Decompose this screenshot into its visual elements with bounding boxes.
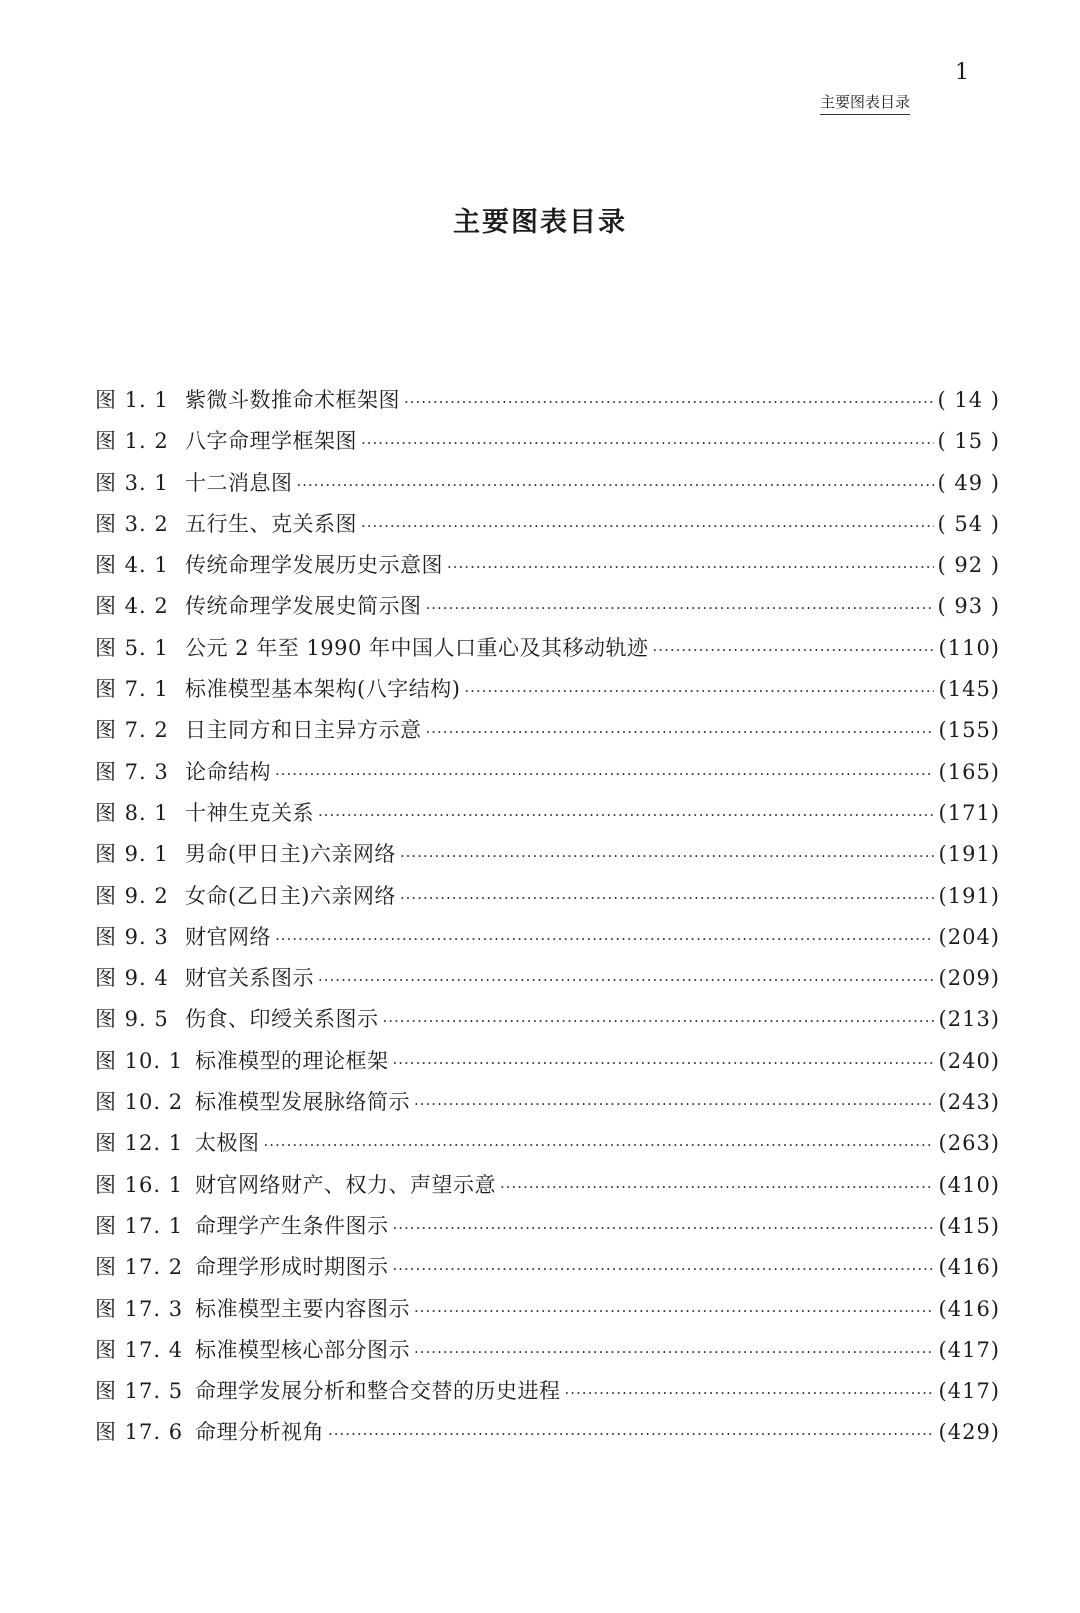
- toc-entry[interactable]: [95, 633, 1000, 674]
- page-reference: (213): [938, 1007, 1000, 1032]
- figure-title: 命理学发展分析和整合交替的历史进程: [195, 1379, 561, 1404]
- page-reference: (145): [938, 677, 1000, 702]
- figure-title: 命理学形成时期图示: [195, 1255, 389, 1280]
- toc-entry[interactable]: [95, 1170, 1000, 1211]
- page-reference: (410): [938, 1172, 1000, 1197]
- figure-title: 公元 2 年至 1990 年中国人口重心及其移动轨迹: [185, 635, 649, 660]
- dot-leader: [404, 387, 934, 417]
- dot-leader: [318, 965, 934, 995]
- page-reference: (110): [938, 635, 1000, 660]
- figure-label: 图 4. 1: [95, 553, 169, 578]
- figure-label: 图 1. 1: [95, 388, 169, 412]
- toc-entry[interactable]: [95, 1087, 1000, 1128]
- dot-leader: [414, 1296, 934, 1326]
- toc-entry[interactable]: [95, 1417, 1000, 1458]
- figure-title: 十二消息图: [185, 470, 293, 495]
- page-number: 1: [955, 60, 969, 85]
- dot-leader: [328, 1419, 934, 1449]
- page-reference: (204): [938, 924, 1000, 949]
- toc-entry[interactable]: [95, 922, 1000, 963]
- dot-leader: [464, 676, 934, 706]
- figure-title: 传统命理学发展历史示意图: [185, 553, 443, 578]
- figure-title: 财官关系图示: [185, 966, 314, 991]
- figure-label: 图 7. 2: [95, 718, 169, 743]
- figure-title: 伤食、印绶关系图示: [185, 1007, 379, 1032]
- figure-label: 图 17. 6: [95, 1420, 184, 1445]
- running-header: 主要图表目录: [820, 92, 910, 115]
- figure-title: 标准模型基本架构(八字结构): [185, 677, 461, 702]
- toc-entry[interactable]: [95, 509, 1000, 550]
- figure-label: 图 7. 1: [95, 677, 169, 702]
- dot-leader: [275, 924, 934, 954]
- toc-entry[interactable]: [95, 798, 1000, 839]
- figure-label: 图 17. 3: [95, 1296, 184, 1321]
- dot-leader: [393, 1254, 935, 1284]
- toc-entry[interactable]: [95, 1252, 1000, 1293]
- toc-entry[interactable]: [95, 426, 1000, 467]
- toc-entry[interactable]: [95, 1335, 1000, 1376]
- dot-leader: [426, 717, 935, 747]
- page-reference: (240): [938, 1048, 1000, 1073]
- figure-title: 标准模型发展脉络简示: [195, 1090, 410, 1115]
- toc-entry[interactable]: [95, 715, 1000, 756]
- page-reference: ( 54 ): [937, 511, 1000, 536]
- figure-title: 财官网络财产、权力、声望示意: [195, 1172, 496, 1197]
- toc-entry[interactable]: [95, 1004, 1000, 1045]
- toc-entry[interactable]: [95, 839, 1000, 880]
- page-reference: (263): [938, 1131, 1000, 1156]
- figure-label: 图 17. 4: [95, 1337, 184, 1362]
- dot-leader: [264, 1130, 935, 1160]
- page-reference: (417): [938, 1337, 1000, 1362]
- dot-leader: [318, 800, 934, 830]
- dot-leader: [565, 1378, 935, 1408]
- figure-label: 图 17. 1: [95, 1213, 184, 1238]
- toc-entry[interactable]: [95, 757, 1000, 798]
- figure-label: 图 17. 2: [95, 1255, 184, 1280]
- dot-leader: [500, 1172, 934, 1202]
- page-title: 主要图表目录: [453, 207, 627, 238]
- figure-label: 图 5. 1: [95, 635, 169, 660]
- page-reference: (415): [938, 1213, 1000, 1238]
- figure-label: 图 1. 2: [95, 429, 169, 454]
- figure-title: 命理分析视角: [195, 1420, 324, 1445]
- figure-label: 图 17. 5: [95, 1379, 184, 1404]
- toc-entry[interactable]: [95, 963, 1000, 1004]
- dot-leader: [426, 593, 934, 623]
- toc-entry[interactable]: [95, 550, 1000, 591]
- figure-title: 八字命理学框架图: [185, 429, 357, 454]
- figure-title: 紫微斗数推命术框架图: [185, 388, 400, 412]
- toc-entry[interactable]: [95, 881, 1000, 922]
- dot-leader: [400, 883, 934, 913]
- figure-title: 日主同方和日主异方示意: [185, 718, 422, 743]
- figure-label: 图 9. 1: [95, 842, 169, 867]
- page-reference: ( 14 ): [937, 388, 1000, 412]
- figure-title: 传统命理学发展史简示图: [185, 594, 422, 619]
- figure-title: 命理学产生条件图示: [195, 1213, 389, 1238]
- dot-leader: [393, 1213, 935, 1243]
- figure-label: 图 9. 3: [95, 924, 169, 949]
- toc-list: [95, 385, 1000, 1459]
- figure-label: 图 12. 1: [95, 1131, 184, 1156]
- figure-label: 图 9. 5: [95, 1007, 169, 1032]
- dot-leader: [393, 1048, 935, 1078]
- toc-entry[interactable]: [95, 591, 1000, 632]
- page-reference: (243): [938, 1090, 1000, 1115]
- page-reference: (171): [938, 800, 1000, 825]
- page-reference: (191): [938, 842, 1000, 867]
- toc-entry[interactable]: [95, 1128, 1000, 1169]
- dot-leader: [297, 470, 934, 500]
- figure-label: 图 3. 2: [95, 511, 169, 536]
- page-reference: (209): [938, 966, 1000, 991]
- figure-label: 图 3. 1: [95, 470, 169, 495]
- figure-label: 图 16. 1: [95, 1172, 184, 1197]
- toc-entry[interactable]: [95, 1211, 1000, 1252]
- figure-label: 图 9. 2: [95, 883, 169, 908]
- page-reference: (155): [938, 718, 1000, 743]
- dot-leader: [414, 1089, 934, 1119]
- dot-leader: [361, 428, 934, 458]
- dot-leader: [653, 635, 934, 665]
- dot-leader: [447, 552, 934, 582]
- dot-leader: [400, 841, 934, 871]
- dot-leader: [383, 1006, 935, 1036]
- page-reference: (429): [938, 1420, 1000, 1445]
- figure-title: 太极图: [195, 1131, 260, 1156]
- figure-title: 十神生克关系: [185, 800, 314, 825]
- page-reference: (417): [938, 1379, 1000, 1404]
- figure-title: 论命结构: [185, 759, 271, 784]
- dot-leader: [275, 759, 934, 789]
- figure-label: 图 4. 2: [95, 594, 169, 619]
- page-reference: (191): [938, 883, 1000, 908]
- dot-leader: [361, 511, 934, 541]
- toc-entry[interactable]: [95, 468, 1000, 509]
- figure-title: 标准模型核心部分图示: [195, 1337, 410, 1362]
- dot-leader: [414, 1337, 934, 1367]
- figure-title: 五行生、克关系图: [185, 511, 357, 536]
- figure-label: 图 10. 1: [95, 1048, 184, 1073]
- figure-label: 图 7. 3: [95, 759, 169, 784]
- page-reference: ( 15 ): [937, 429, 1000, 454]
- toc-entry[interactable]: [95, 1046, 1000, 1087]
- figure-label: 图 8. 1: [95, 800, 169, 825]
- toc-entry[interactable]: [95, 674, 1000, 715]
- figure-label: 图 10. 2: [95, 1090, 184, 1115]
- page-reference: ( 93 ): [937, 594, 1000, 619]
- toc-entry[interactable]: [95, 1294, 1000, 1335]
- page-reference: (416): [938, 1296, 1000, 1321]
- toc-entry[interactable]: [95, 1376, 1000, 1417]
- page-reference: (165): [938, 759, 1000, 784]
- toc-entry[interactable]: [95, 385, 1000, 426]
- figure-label: 图 9. 4: [95, 966, 169, 991]
- figure-title: 标准模型的理论框架: [195, 1048, 389, 1073]
- page-reference: ( 49 ): [937, 470, 1000, 495]
- figure-title: 男命(甲日主)六亲网络: [185, 842, 396, 867]
- page-reference: ( 92 ): [937, 553, 1000, 578]
- figure-title: 标准模型主要内容图示: [195, 1296, 410, 1321]
- figure-title: 财官网络: [185, 924, 271, 949]
- page-reference: (416): [938, 1255, 1000, 1280]
- figure-title: 女命(乙日主)六亲网络: [185, 883, 396, 908]
